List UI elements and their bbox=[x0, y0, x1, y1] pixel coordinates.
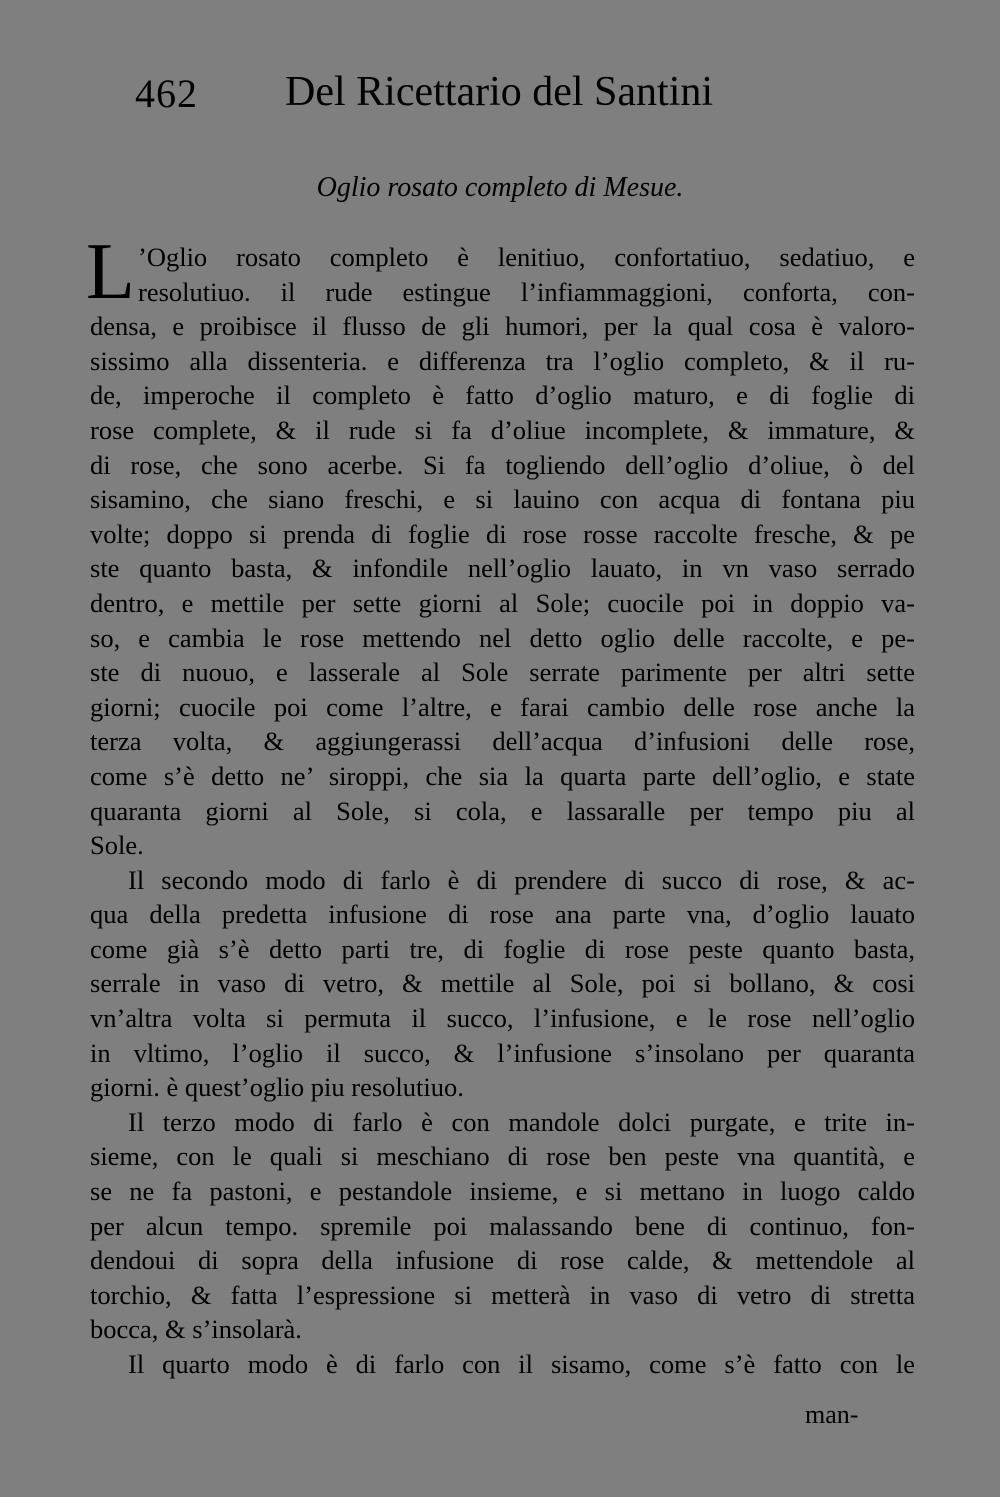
page-number: 462 bbox=[135, 71, 198, 116]
section-title: Oglio rosato completo di Mesue. bbox=[316, 172, 684, 203]
catchword: man- bbox=[805, 1400, 859, 1429]
text-line: Il quarto modo è di farlo con il sisamo, come s’è fatto con le bbox=[128, 1349, 915, 1379]
text-line: volte; doppo si prenda di foglie di rose rosse raccolte fresche, & pe bbox=[90, 518, 915, 549]
text-line: resolutiuo. il rude estingue l’infiammaggioni, conforta, con- bbox=[138, 276, 915, 307]
text-line: Il terzo modo di farlo è con mandole dolci purgate, e trite in- bbox=[128, 1106, 915, 1137]
text-line: Il secondo modo di farlo è di prendere di succo di rose, & ac- bbox=[128, 864, 915, 895]
text-line: per alcun tempo. spremile poi malassando bene di continuo, fon- bbox=[90, 1210, 915, 1241]
text-line: se ne fa pastoni, e pestandole insieme, e si mettano in luogo caldo bbox=[90, 1176, 915, 1207]
text-line: bocca, & s’insolarà. bbox=[90, 1314, 302, 1345]
text-line: ste quanto basta, & infondile nell’oglio lauato, in vn vaso serrado bbox=[90, 553, 915, 584]
text-line: rose complete, & il rude si fa d’oliue incomplete, & immature, & bbox=[90, 414, 915, 445]
drop-cap: L bbox=[86, 228, 135, 316]
text-line: torchio, & fatta l’espressione si metterà in vaso di vetro di stretta bbox=[90, 1279, 915, 1310]
text-line: qua della predetta infusione di rose ana parte vna, d’oglio lauato bbox=[90, 899, 915, 930]
running-title: Del Ricettario del Santini bbox=[285, 69, 714, 115]
text-line: come s’è detto ne’ siroppi, che sia la quarta parte dell’oglio, e state bbox=[90, 760, 915, 791]
text-line: ste di nuouo, e lasserale al Sole serrate parimente per altri sette bbox=[90, 657, 915, 688]
text-line: di rose, che sono acerbe. Si fa togliendo dell’oglio d’oliue, ò del bbox=[90, 449, 915, 480]
text-line: sissimo alla dissenteria. e differenza tra l’oglio completo, & il ru- bbox=[90, 345, 915, 376]
text-line: quaranta giorni al Sole, si cola, e lassaralle per tempo piu al bbox=[90, 795, 915, 826]
text-line: dendoui di sopra della infusione di rose calde, & mettendole al bbox=[90, 1245, 915, 1276]
text-line: sieme, con le quali si meschiano di rose ben peste vna quantità, e bbox=[90, 1141, 915, 1172]
text-line: Sole. bbox=[90, 830, 144, 861]
text-line: densa, e proibisce il flusso de gli humori, per la qual cosa è valoro- bbox=[90, 311, 915, 342]
text-line: so, e cambia le rose mettendo nel detto oglio delle raccolte, e pe- bbox=[90, 622, 915, 653]
page-header bbox=[135, 62, 755, 122]
text-line: vn’altra volta si permuta il succo, l’infusione, e le rose nell’oglio bbox=[90, 1003, 915, 1034]
text-line: giorni; cuocile poi come l’altre, e farai cambio delle rose anche la bbox=[90, 691, 915, 722]
text-line: sisamino, che siano freschi, e si lauino con acqua di fontana piu bbox=[90, 484, 915, 515]
text-line: serrale in vaso di vetro, & mettile al Sole, poi si bollano, & cosi bbox=[90, 968, 915, 999]
text-line: in vltimo, l’oglio il succo, & l’infusione s’insolano per quaranta bbox=[90, 1037, 915, 1068]
text-line: come già s’è detto parti tre, di foglie di rose peste quanto basta, bbox=[90, 933, 915, 964]
text-line: dentro, e mettile per sette giorni al Sole; cuocile poi in doppio va- bbox=[90, 587, 915, 618]
text-line: ’Oglio rosato completo è lenitiuo, confortatiuo, sedatiuo, e bbox=[138, 242, 915, 272]
text-line: terza volta, & aggiungerassi dell’acqua d’infusioni delle rose, bbox=[90, 726, 915, 757]
body-text bbox=[86, 228, 915, 1382]
text-line: giorni. è quest’oglio piu resolutiuo. bbox=[90, 1072, 464, 1103]
text-line: de, imperoche il completo è fatto d’oglio maturo, e di foglie di bbox=[90, 380, 915, 411]
